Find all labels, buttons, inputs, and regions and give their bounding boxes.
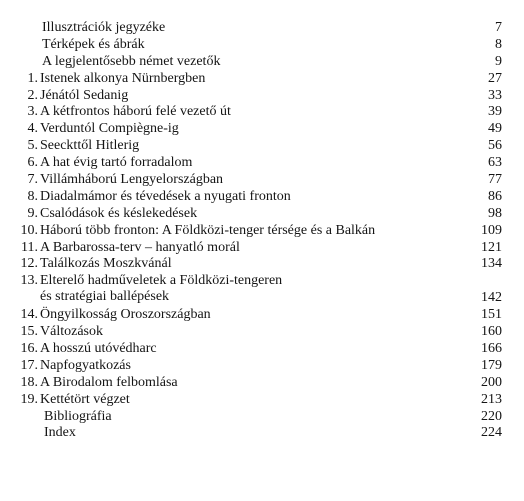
- toc-entry-title: Találkozás Moszkvánál: [40, 256, 172, 272]
- toc-entry-title: A kétfrontos háború felé vezető út: [40, 104, 231, 120]
- toc-entry: [0, 409, 524, 426]
- toc-entry: [0, 71, 524, 88]
- toc-entry-number: 19.: [20, 391, 38, 407]
- toc-entry-number: 9.: [27, 205, 38, 221]
- toc-entry-number: 7.: [27, 172, 38, 188]
- toc-entry-number: 6.: [27, 155, 38, 171]
- toc-entry-number: 15.: [20, 324, 38, 340]
- toc-entry-title: Öngyilkosság Oroszországban: [40, 307, 211, 323]
- toc-entry-title: Bibliográfia: [44, 408, 112, 424]
- toc-entry-title: Villámháború Lengyelországban: [40, 172, 224, 188]
- toc-entry-title: Napfogyatkozás: [40, 357, 131, 373]
- toc-entry: [0, 172, 524, 189]
- toc-entry-page: 39: [488, 104, 502, 120]
- toc-entry: [0, 189, 524, 206]
- toc-entry-title: Változások: [40, 324, 103, 340]
- toc-entry: [0, 54, 524, 71]
- toc-entry-title: Elterelő hadműveletek a Földközi-tengeren és stratégiai ballépések: [40, 273, 283, 305]
- toc-entry: [0, 37, 524, 54]
- toc-entry-page: 220: [481, 408, 502, 424]
- toc-entry: [0, 392, 524, 409]
- toc-entry: [0, 341, 524, 358]
- toc-entry: [0, 88, 524, 105]
- toc-entry-title: Kettétört végzet: [40, 391, 130, 407]
- toc-entry-title: Csalódások és késlekedések: [40, 205, 198, 221]
- toc-entry: [0, 104, 524, 121]
- toc-entry-page: 33: [488, 87, 502, 103]
- toc-entry-page: 134: [481, 256, 502, 272]
- toc-entry: [0, 240, 524, 257]
- toc-entry-page: 109: [481, 222, 502, 238]
- toc-entry-title: Istenek alkonya Nürnbergben: [40, 70, 206, 86]
- toc-entry-number: 4.: [27, 121, 38, 137]
- toc-entry-title: Háború több fronton: A Földközi-tenger térsége és a Balkán: [40, 222, 376, 238]
- toc-entry-page: 86: [488, 188, 502, 204]
- toc-entry-page: 49: [488, 121, 502, 137]
- toc-entry-title: A Birodalom felbomlása: [40, 374, 178, 390]
- toc-entry-page: 160: [481, 324, 502, 340]
- toc-entry-title: Jénától Sedanig: [40, 87, 129, 103]
- toc-entry: [0, 273, 524, 307]
- toc-entry-number: 12.: [20, 256, 38, 272]
- toc-entry-title: Illusztrációk jegyzéke: [42, 20, 166, 35]
- toc-entry-number: 18.: [20, 374, 38, 390]
- table-of-contents: [0, 20, 524, 442]
- toc-entry: [0, 223, 524, 240]
- toc-entry-page: 179: [481, 357, 502, 373]
- toc-entry-number: 3.: [27, 104, 38, 120]
- toc-entry: [0, 425, 524, 442]
- toc-entry-title: A legjelentősebb német vezetők: [42, 53, 221, 69]
- toc-entry-number: 14.: [20, 307, 38, 323]
- toc-entry: [0, 20, 524, 37]
- toc-entry-number: 8.: [27, 188, 38, 204]
- toc-entry-page: 200: [481, 374, 502, 390]
- toc-entry-number: 11.: [21, 239, 38, 255]
- toc-entry-number: 2.: [27, 87, 38, 103]
- toc-entry-page: 121: [481, 239, 502, 255]
- toc-entry-title: Verduntól Compiègne-ig: [40, 121, 179, 137]
- toc-entry: [0, 138, 524, 155]
- toc-entry: [0, 121, 524, 138]
- toc-entry: [0, 307, 524, 324]
- toc-entry-number: 17.: [20, 357, 38, 373]
- toc-entry: [0, 155, 524, 172]
- toc-entry-title: Index: [44, 425, 76, 441]
- toc-entry: [0, 256, 524, 273]
- toc-entry-number: 16.: [20, 340, 38, 356]
- toc-entry-page: 213: [481, 391, 502, 407]
- toc-entry: [0, 358, 524, 375]
- toc-entry-page: 98: [488, 205, 502, 221]
- toc-entry-page: 7: [495, 20, 502, 35]
- toc-entry-page: 77: [488, 172, 502, 188]
- toc-entry-title: Seeckttől Hitlerig: [40, 138, 140, 154]
- toc-entry-page: 9: [495, 53, 502, 69]
- toc-entry-page: 166: [481, 340, 502, 356]
- toc-entry-number: 10.: [20, 222, 38, 238]
- toc-entry-number: 5.: [27, 138, 38, 154]
- toc-entry-page: 151: [481, 307, 502, 323]
- toc-entry-title: A hosszú utóvédharc: [40, 340, 157, 356]
- toc-entry-title: Diadalmámor és tévedések a nyugati fronton: [40, 188, 291, 204]
- toc-entry-page: 8: [495, 36, 502, 52]
- toc-entry-number: 13.: [20, 273, 38, 289]
- toc-entry-title: A hat évig tartó forradalom: [40, 155, 193, 171]
- toc-entry-page: 27: [488, 70, 502, 86]
- toc-entry-title: Térképek és ábrák: [42, 36, 145, 52]
- toc-entry-page: 63: [488, 155, 502, 171]
- toc-entry-page: 142: [481, 290, 502, 306]
- toc-entry: [0, 375, 524, 392]
- toc-entry-page: 224: [481, 425, 502, 441]
- toc-entry-number: 1.: [27, 70, 38, 86]
- toc-entry: [0, 206, 524, 223]
- toc-entry-title: A Barbarossa-terv – hanyatló morál: [40, 239, 240, 255]
- toc-entry-page: 56: [488, 138, 502, 154]
- toc-entry: [0, 324, 524, 341]
